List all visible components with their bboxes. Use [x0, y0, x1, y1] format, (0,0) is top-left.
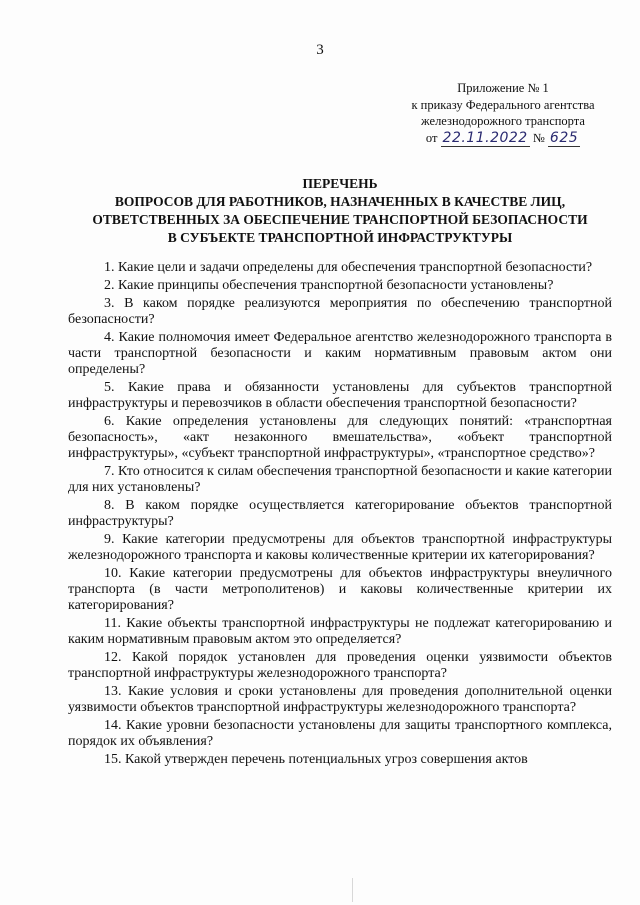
questions-list [68, 260, 612, 770]
appendix-agency-line: железнодорожного транспорта [421, 114, 585, 128]
question-item: 6. Какие определения установлены для следующих понятий: «транспортная безопасность», «акт незаконного вмешательства», «объект транспортной инфраструктуры», «субъект транспортной инфраструктуры», «транспортное средство»? [68, 413, 612, 462]
title-line-2: ВОПРОСОВ ДЛЯ РАБОТНИКОВ, НАЗНАЧЕННЫХ В КАЧЕСТВЕ ЛИЦ, [114, 194, 566, 209]
handwritten-order-number: 625 [549, 129, 579, 146]
date-prefix: от [425, 130, 438, 145]
question-item: 12. Какой порядок установлен для проведения оценки уязвимости объектов транспортной инфраструктуры железнодорожного транспорта? [68, 650, 612, 682]
title-line-1: ПЕРЕЧЕНЬ [302, 176, 378, 191]
appendix-block [392, 80, 614, 146]
question-item: 9. Какие категории предусмотрены для объектов транспортной инфраструктуры железнодорожного транспорта и каковы количественные критерии их категорирования? [68, 532, 612, 564]
number-prefix: № [532, 130, 545, 145]
question-item: 11. Какие объекты транспортной инфраструктуры не подлежат категорированию и каким нормативным правовым актом это определяется? [68, 616, 612, 648]
question-item: 10. Какие категории предусмотрены для объектов инфраструктуры внеуличного транспорта (в части метрополитенов) и каковы количественные критерии их категорирования? [68, 566, 612, 614]
appendix-date-line [426, 130, 580, 147]
question-item: 14. Какие уровни безопасности установлены для защиты транспортного комплекса, порядок их объявления? [68, 718, 612, 750]
question-item: 4. Какие полномочия имеет Федеральное агентство железнодорожного транспорта в части транспортной безопасности и каким нормативным правовым актом они определены? [68, 329, 612, 377]
page-number: 3 [316, 42, 324, 58]
question-item: 3. В каком порядке реализуются мероприятия по обеспечению транспортной безопасности? [68, 295, 612, 327]
question-item: 15. Какой утвержден перечень потенциальных угроз совершения актов [104, 752, 528, 768]
title-line-4: В СУБЪЕКТЕ ТРАНСПОРТНОЙ ИНФРАСТРУКТУРЫ [167, 230, 513, 245]
question-item: 8. В каком порядке осуществляется категорирование объектов транспортной инфраструктуры? [68, 498, 612, 530]
title-line-3: ОТВЕТСТВЕННЫХ ЗА ОБЕСПЕЧЕНИЕ ТРАНСПОРТНОЙ БЕЗОПАСНОСТИ [92, 212, 588, 227]
question-item: 2. Какие принципы обеспечения транспортной безопасности установлены? [104, 277, 554, 293]
question-item: 7. Кто относится к силам обеспечения транспортной безопасности и какие категории для них установлены? [68, 464, 612, 496]
question-item: 5. Какие права и обязанности установлены для субъектов транспортной инфраструктуры и перевозчиков в области обеспечения транспортной безопасности? [68, 379, 612, 411]
question-item: 1. Какие цели и задачи определены для обеспечения транспортной безопасности? [104, 260, 593, 275]
scan-artifact [352, 878, 353, 902]
appendix-order-line: к приказу Федерального агентства [411, 97, 595, 112]
question-item: 13. Какие условия и сроки установлены для проведения дополнительной оценки уязвимости объектов транспортной инфраструктуры железнодорожного транспорта? [68, 684, 612, 716]
appendix-title: Приложение № 1 [457, 81, 549, 95]
handwritten-date: 22.11.2022 [442, 129, 528, 146]
document-title [70, 175, 610, 247]
